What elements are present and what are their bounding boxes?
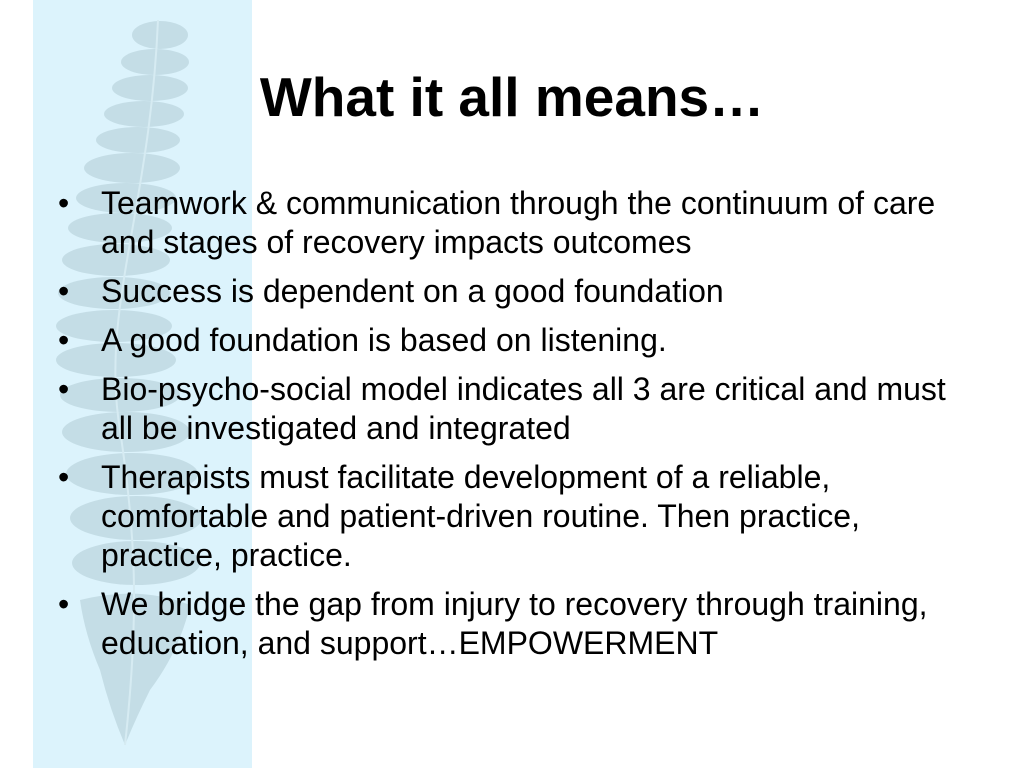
bullet-marker: • bbox=[58, 459, 70, 495]
bullet-text: Therapists must facilitate development of a reliable, comfortable and patient-driven routine. Then practice, practice, practice. bbox=[101, 459, 860, 573]
bullet-item bbox=[56, 458, 986, 575]
bullet-item bbox=[56, 321, 986, 360]
bullet-item bbox=[56, 370, 986, 448]
bullet-marker: • bbox=[58, 586, 70, 622]
bullet-marker: • bbox=[58, 273, 70, 309]
bullet-text: We bridge the gap from injury to recovery through training, education, and support…EMPOWERMENT bbox=[101, 586, 928, 661]
bullet-text: Bio-psycho-social model indicates all 3 are critical and must all be investigated and integrated bbox=[101, 371, 946, 446]
bullet-marker: • bbox=[58, 322, 70, 358]
bullet-marker: • bbox=[58, 371, 70, 407]
bullet-marker: • bbox=[58, 185, 70, 221]
bullet-item bbox=[56, 184, 986, 262]
slide-title: What it all means… bbox=[259, 66, 765, 128]
bullet-item bbox=[56, 272, 986, 311]
bullet-text: A good foundation is based on listening. bbox=[101, 322, 667, 358]
bullet-text: Success is dependent on a good foundation bbox=[101, 273, 724, 309]
bullet-list bbox=[56, 184, 986, 673]
bullet-text: Teamwork & communication through the continuum of care and stages of recovery impacts outcomes bbox=[101, 185, 936, 260]
bullet-item bbox=[56, 585, 986, 663]
